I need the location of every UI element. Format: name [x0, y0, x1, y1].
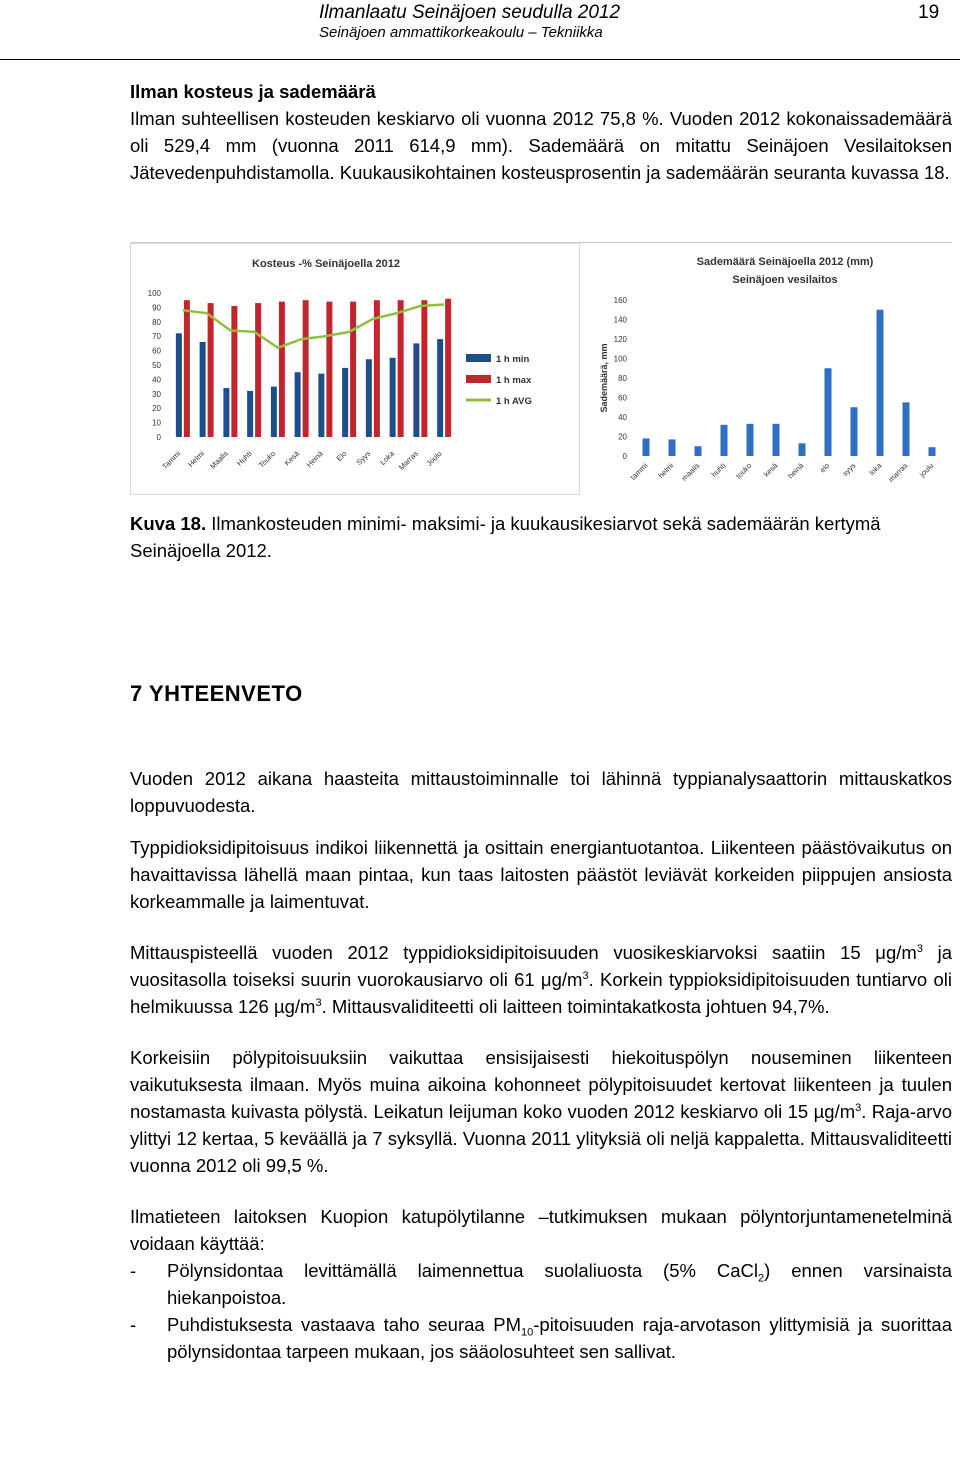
- y-tick-label: 90: [152, 303, 161, 313]
- figure-18: [130, 242, 952, 495]
- x-tick-label: elo: [817, 461, 832, 475]
- section-humidity: [130, 78, 952, 186]
- bar-precipitation: [825, 368, 832, 456]
- chart-subtitle: Seinäjoen vesilaitos: [732, 274, 838, 286]
- bar-1-h-min: [271, 387, 277, 437]
- x-tick-label: marras: [886, 461, 910, 484]
- x-tick-label: maalis: [679, 461, 702, 483]
- bar-1-h-min: [366, 359, 372, 437]
- x-tick-label: huhti: [709, 461, 728, 479]
- x-tick-label: Syys: [354, 449, 373, 467]
- y-tick-label: 70: [152, 332, 161, 342]
- bar-precipitation: [747, 424, 754, 456]
- y-tick-label: 60: [618, 393, 627, 403]
- bar-precipitation: [851, 407, 858, 456]
- bar-precipitation: [799, 443, 806, 456]
- y-tick-label: 0: [622, 452, 627, 461]
- text-run: Puhdistuksesta vastaava taho seuraa PM: [167, 1314, 521, 1335]
- text-run: Korkeisiin pölypitoisuuksiin vaikuttaa ensisijaisesti hiekoituspölyn nouseminen liikenteen vaikutuksesta ilmaan. Myös muina aikoina kohonneet pölypitoisuudet kertovat liikenteen ja tuulen nostamasta kuivasta pölystä. Leikatun leijuman koko vuoden 2012 keskiarvo oli 15 µg/m: [130, 1047, 952, 1122]
- y-tick-label: 80: [152, 317, 161, 327]
- bar-1-h-max: [208, 303, 214, 437]
- x-tick-label: Heinä: [304, 449, 325, 470]
- bar-1-h-min: [390, 358, 396, 437]
- x-tick-label: kesä: [761, 461, 780, 479]
- bar-precipitation: [721, 425, 728, 456]
- bar-1-h-max: [255, 303, 261, 437]
- measures-list: [130, 1257, 952, 1365]
- y-tick-label: 10: [152, 418, 161, 428]
- x-tick-label: Loka: [378, 449, 397, 467]
- bar-precipitation: [773, 424, 780, 456]
- bar-1-h-min: [176, 333, 182, 437]
- y-tick-label: 50: [152, 361, 161, 370]
- bar-precipitation: [877, 310, 884, 456]
- x-tick-label: joulu: [917, 461, 936, 479]
- superscript: 3: [315, 996, 322, 1009]
- y-tick-label: 40: [618, 413, 627, 422]
- legend-label: 1 h min: [496, 354, 530, 365]
- x-tick-label: Huhti: [234, 449, 254, 468]
- superscript: 3: [855, 1101, 862, 1114]
- y-tick-label: 120: [613, 335, 627, 344]
- paragraph-2: Typpidioksidipitoisuus indikoi liikennettä ja osittain energiantuotantoa. Liikenteen päästövaikutus on havaittavissa lähellä maan pintaa, kun taas laitosten päästöt leviävät korkeiden piippujen ansiosta korkeammalle ja laimentuvat.: [130, 837, 952, 912]
- chart-title: Kosteus -% Seinäjoella 2012: [252, 258, 400, 270]
- bar-1-h-max: [350, 302, 356, 437]
- precipitation-chart-panel: [585, 243, 952, 495]
- text-run: ) ennen varsinaista hiekanpoistoa.: [167, 1260, 952, 1308]
- y-tick-label: 100: [147, 289, 161, 298]
- bar-1-h-max: [326, 302, 332, 437]
- text-run: . Mittausvaliditeetti oli laitteen toimintakatkosta johtuen 94,7%.: [321, 996, 830, 1017]
- x-tick-label: touko: [734, 461, 754, 481]
- x-tick-label: syys: [840, 461, 858, 479]
- precipitation-chart: [585, 243, 952, 495]
- bar-precipitation: [669, 439, 676, 456]
- bar-1-h-min: [318, 374, 324, 437]
- section-7-heading: 7 YHTEENVETO: [130, 681, 303, 706]
- list-item: [130, 1257, 952, 1311]
- bar-1-h-max: [279, 302, 285, 437]
- bar-1-h-min: [295, 372, 301, 437]
- paragraph-5: Ilmatieteen laitoksen Kuopion katupölytilanne –tutkimuksen mukaan pölyntorjuntamenetelminä voidaan käyttää:: [130, 1206, 952, 1254]
- y-tick-label: 30: [152, 389, 161, 399]
- superscript: 3: [582, 969, 589, 982]
- text-run: . Raja-arvo ylittyi 12 kertaa, 5 keväällä ja 7 syksyllä. Vuonna 2011 ylityksiä oli neljä kappaletta. Mittausvaliditeetti vuonna 2012 oli 99,5 %.: [130, 1101, 952, 1176]
- section-heading: Ilman kosteus ja sademäärä: [130, 81, 376, 102]
- x-tick-label: Touko: [256, 449, 278, 470]
- y-tick-label: 60: [152, 346, 161, 356]
- bar-1-h-max: [231, 306, 237, 437]
- list-dash: -: [130, 1260, 137, 1281]
- subscript: 10: [521, 1326, 534, 1339]
- page-number: 19: [918, 2, 940, 23]
- bar-precipitation: [643, 438, 650, 456]
- paragraph-3: [130, 939, 952, 1020]
- bar-1-h-min: [200, 342, 206, 437]
- y-tick-label: 0: [156, 433, 161, 442]
- x-tick-label: helmi: [656, 461, 676, 481]
- x-tick-label: Helmi: [186, 449, 207, 469]
- text-run: . Korkein typpioksidipitoisuuden tuntiarvo oli helmikuussa 126 µg/m: [130, 969, 952, 1017]
- caption-text: Ilmankosteuden minimi- maksimi- ja kuukausikesiarvot sekä sademäärän kertymä Seinäjoella 2012.: [130, 513, 881, 561]
- subscript: 2: [758, 1272, 765, 1285]
- x-tick-label: heinä: [786, 461, 806, 481]
- paragraph: Ilman suhteellisen kosteuden keskiarvo oli vuonna 2012 75,8 %. Vuoden 2012 kokonaissademäärä oli 529,4 mm (vuonna 2011 614,9 mm). Sademäärä on mitattu Seinäjoen Vesilaitoksen Jätevedenpuhdistamolla. Kuukausikohtainen kosteusprosentin ja sademäärän seuranta kuvassa 18.: [130, 108, 952, 183]
- x-tick-label: Elo: [334, 449, 349, 464]
- y-axis-label: Sademäärä, mm: [599, 343, 609, 413]
- bar-1-h-min: [437, 339, 443, 437]
- figure-caption: [130, 510, 952, 564]
- header-subtitle: Seinäjoen ammattikorkeakoulu – Tekniikka: [319, 24, 603, 41]
- page-header: [0, 0, 960, 60]
- bar-1-h-max: [303, 300, 309, 437]
- text-run: Mittauspisteellä vuoden 2012 typpidioksidipitoisuuden vuosikeskiarvoksi saatiin 15 μg/m: [130, 942, 917, 963]
- y-tick-label: 40: [152, 375, 161, 385]
- legend-swatch: [466, 354, 491, 362]
- section-7-body: [130, 765, 952, 1365]
- superscript: 3: [916, 942, 923, 955]
- y-tick-label: 20: [618, 432, 627, 442]
- header-rule: [0, 59, 960, 60]
- legend-label: 1 h max: [496, 375, 532, 386]
- chart-title: Sademäärä Seinäjoella 2012 (mm): [696, 256, 874, 268]
- bar-1-h-min: [223, 388, 229, 437]
- y-tick-label: 140: [613, 315, 627, 325]
- y-tick-label: 20: [152, 404, 161, 414]
- bar-1-h-max: [398, 300, 404, 437]
- bar-precipitation: [695, 446, 702, 456]
- y-tick-label: 80: [618, 374, 627, 383]
- humidity-chart-panel: [130, 243, 580, 495]
- line-1-h-avg: [183, 305, 444, 348]
- caption-label: Kuva 18.: [130, 513, 207, 534]
- x-tick-label: tammi: [628, 461, 650, 482]
- bar-1-h-min: [247, 391, 253, 437]
- bar-1-h-max: [421, 300, 427, 437]
- list-dash: -: [130, 1314, 137, 1335]
- x-tick-label: Tammi: [160, 449, 183, 472]
- text-run: ja vuositasolla toiseksi suurin vuorokausiarvo oli 61 μg/m: [130, 942, 952, 990]
- x-tick-label: Maalis: [208, 449, 230, 471]
- list-item: [130, 1311, 952, 1365]
- header-title: Ilmanlaatu Seinäjoen seudulla 2012: [319, 2, 621, 23]
- y-tick-label: 100: [613, 354, 627, 364]
- x-tick-label: Joulu: [424, 449, 444, 469]
- x-tick-label: loka: [867, 461, 884, 478]
- humidity-chart: [131, 244, 581, 496]
- text-run: Pölynsidontaa levittämällä laimennettua suolaliuosta (5% CaCl: [167, 1260, 758, 1281]
- text-run: -pitoisuuden raja-arvotason ylittymisiä ja suorittaa pölynsidontaa tarpeen mukaan, jos sääolosuhteet sen sallivat.: [167, 1314, 952, 1362]
- bar-precipitation: [903, 402, 910, 456]
- y-tick-label: 160: [613, 296, 627, 305]
- x-tick-label: Marras: [396, 449, 420, 472]
- legend-label: 1 h AVG: [496, 396, 532, 407]
- paragraph-4: [130, 1044, 952, 1179]
- bar-1-h-min: [413, 343, 419, 437]
- legend-swatch: [466, 375, 491, 383]
- x-tick-label: Kesä: [282, 449, 302, 468]
- bar-1-h-max: [445, 299, 451, 437]
- bar-1-h-max: [184, 300, 190, 437]
- bar-precipitation: [929, 447, 936, 456]
- bar-1-h-max: [374, 300, 380, 437]
- bar-1-h-min: [342, 368, 348, 437]
- paragraph-1: Vuoden 2012 aikana haasteita mittaustoiminnalle toi lähinnä typpianalysaattorin mittauskatkos loppuvuodesta.: [130, 768, 952, 816]
